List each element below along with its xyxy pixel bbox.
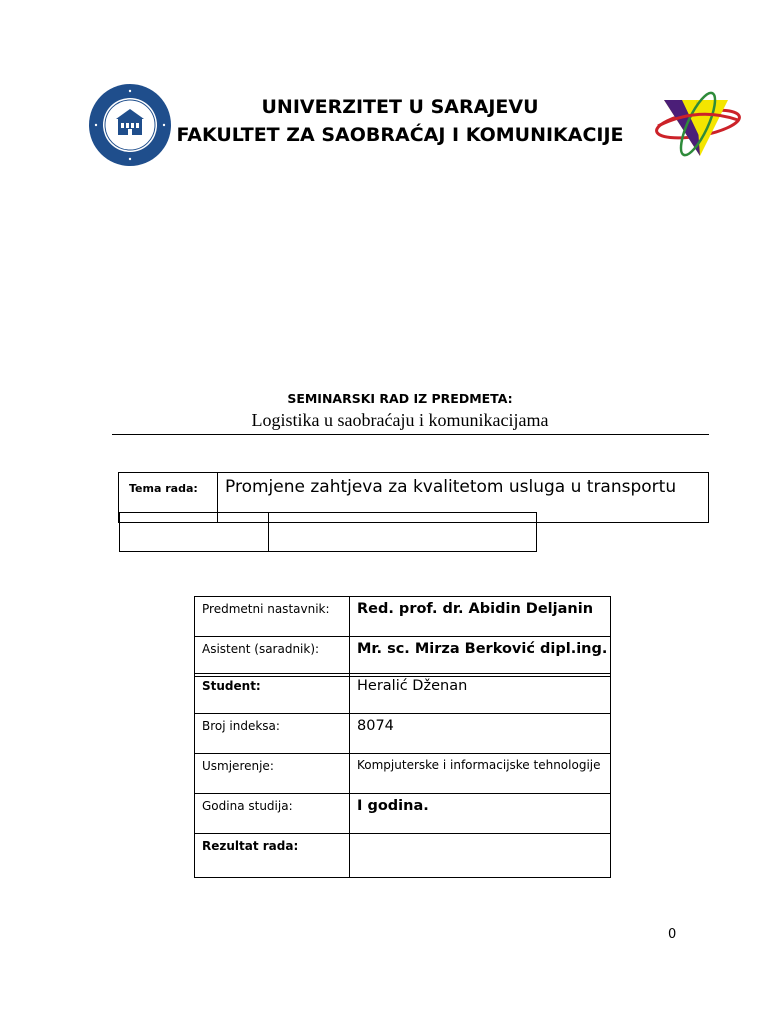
teacher-label: Predmetni nastavnik:	[195, 597, 350, 637]
empty-table	[119, 512, 537, 552]
topic-label: Tema rada:	[119, 473, 218, 523]
index-label: Broj indeksa:	[195, 714, 350, 754]
result-value	[350, 834, 611, 878]
faculty-name: FAKULTET ZA SAOBRAĆAJ I KOMUNIKACIJE	[176, 124, 624, 146]
table-row	[195, 674, 611, 714]
direction-label: Usmjerenje:	[195, 754, 350, 794]
table-row	[195, 597, 611, 637]
table-row	[195, 637, 611, 677]
course-subject: Logistika u saobraćaju i komunikacijama	[251, 410, 549, 430]
study-year-value: I godina.	[350, 794, 611, 834]
student-label: Student:	[195, 674, 350, 714]
direction-value: Kompjuterske i informacijske tehnologije	[350, 754, 611, 794]
table-row	[195, 714, 611, 754]
topic-value: Promjene zahtjeva za kvalitetom usluga u transportu	[218, 473, 709, 523]
seminar-heading: SEMINARSKI RAD IZ PREDMETA:	[287, 391, 513, 406]
assistant-value: Mr. sc. Mirza Berković dipl.ing.	[350, 637, 611, 677]
page-number: 0	[668, 927, 677, 942]
table-row	[195, 794, 611, 834]
student-value: Heralić Dženan	[350, 674, 611, 714]
student-table	[194, 673, 611, 878]
empty-cell	[269, 513, 537, 552]
empty-cell	[120, 513, 269, 552]
table-row	[195, 834, 611, 878]
assistant-label: Asistent (saradnik):	[195, 637, 350, 677]
table-row	[195, 754, 611, 794]
result-label: Rezultat rada:	[195, 834, 350, 878]
university-name: UNIVERZITET U SARAJEVU	[261, 96, 539, 118]
staff-table	[194, 596, 611, 677]
divider-line	[112, 434, 709, 435]
index-value: 8074	[350, 714, 611, 754]
faculty-logo	[652, 86, 742, 162]
empty-row	[120, 513, 537, 552]
teacher-value: Red. prof. dr. Abidin Deljanin	[350, 597, 611, 637]
study-year-label: Godina studija:	[195, 794, 350, 834]
